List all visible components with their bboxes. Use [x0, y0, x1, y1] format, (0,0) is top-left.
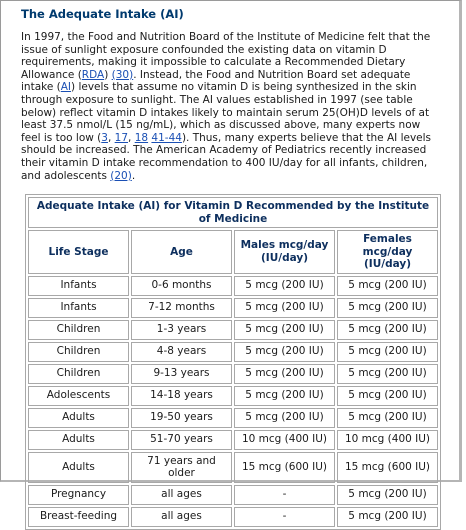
cell-males: 10 mcg (400 IU) — [234, 430, 335, 450]
reference-link[interactable]: 3 — [101, 131, 108, 144]
cell-males: 5 mcg (200 IU) — [234, 408, 335, 428]
paragraph-text: In 1997, the Food and Nutrition Board of the Institute of Medicine felt that the issue of sunlight exposure confounded the existing data on vitamin D requirements, making it impossible to calculate a Recommended Dietary Allowance ( — [21, 31, 431, 81]
cell-age: 71 years and older — [131, 452, 232, 483]
header-males: Males mcg/day (IU/day) — [234, 230, 335, 274]
section-title: The Adequate Intake (AI) — [21, 7, 184, 21]
table-header-row — [28, 230, 438, 274]
header-life-stage: Life Stage — [28, 230, 129, 274]
reference-link[interactable]: 17 — [114, 131, 129, 144]
intro-paragraph — [21, 31, 441, 182]
reference-link[interactable]: RDA — [81, 68, 105, 81]
cell-males: 5 mcg (200 IU) — [234, 386, 335, 406]
cell-age: 19-50 years — [131, 408, 232, 428]
table-row — [28, 320, 438, 340]
table-body — [28, 276, 438, 527]
ai-table — [25, 194, 441, 530]
cell-age: 7-12 months — [131, 298, 232, 318]
cell-males: - — [234, 507, 335, 527]
paragraph-text: ) — [104, 68, 112, 81]
table-row — [28, 452, 438, 483]
paragraph-text: ). Thus, many experts believe that the AI levels should be increased. The American Academy of Pediatrics recently increased their vitamin D intake recommendation to 400 IU/day for all infants, children, and adolescents — [21, 131, 432, 182]
cell-life-stage: Adults — [28, 452, 129, 483]
cell-females: 5 mcg (200 IU) — [337, 386, 438, 406]
cell-males: 5 mcg (200 IU) — [234, 364, 335, 384]
cell-life-stage: Adults — [28, 430, 129, 450]
cell-age: 0-6 months — [131, 276, 232, 296]
table-row — [28, 430, 438, 450]
cell-life-stage: Infants — [28, 298, 129, 318]
cell-males: 5 mcg (200 IU) — [234, 298, 335, 318]
cell-females: 10 mcg (400 IU) — [337, 430, 438, 450]
cell-males: - — [234, 485, 335, 505]
table-row — [28, 276, 438, 296]
paragraph-text: . Instead, the Food and Nutrition Board set adequate intake ( — [21, 68, 411, 94]
cell-life-stage: Children — [28, 342, 129, 362]
table-row — [28, 408, 438, 428]
article-content — [21, 7, 441, 530]
cell-age: 1-3 years — [131, 320, 232, 340]
reference-link[interactable]: 18 — [134, 131, 149, 144]
cell-females: 5 mcg (200 IU) — [337, 298, 438, 318]
reference-link[interactable]: (20) — [110, 169, 132, 182]
reference-link[interactable]: AI — [60, 81, 72, 94]
paragraph-text: ) levels that assume no vitamin D is being synthesized in the skin through exposure to sunlight. The AI values established in 1997 (see table below) reflect vitamin D intakes likely to maintain serum 25(OH)D levels of at least 37.5 nmol/L (15 ng/mL), which as discussed above, many experts now feel is too low ( — [21, 81, 430, 144]
paragraph-text: , — [107, 131, 115, 144]
cell-life-stage: Children — [28, 320, 129, 340]
cell-females: 5 mcg (200 IU) — [337, 507, 438, 527]
table-row — [28, 485, 438, 505]
cell-life-stage: Infants — [28, 276, 129, 296]
cell-males: 5 mcg (200 IU) — [234, 276, 335, 296]
table-row — [28, 298, 438, 318]
cell-life-stage: Children — [28, 364, 129, 384]
cell-females: 5 mcg (200 IU) — [337, 364, 438, 384]
paragraph-text: , — [128, 131, 135, 144]
cell-females: 5 mcg (200 IU) — [337, 408, 438, 428]
cell-life-stage: Pregnancy — [28, 485, 129, 505]
table-row — [28, 364, 438, 384]
cell-age: all ages — [131, 507, 232, 527]
cell-males: 15 mcg (600 IU) — [234, 452, 335, 483]
cell-age: 4-8 years — [131, 342, 232, 362]
header-females: Females mcg/day (IU/day) — [337, 230, 438, 274]
cell-males: 5 mcg (200 IU) — [234, 320, 335, 340]
cell-life-stage: Adolescents — [28, 386, 129, 406]
cell-age: all ages — [131, 485, 232, 505]
cell-age: 14-18 years — [131, 386, 232, 406]
cell-females: 5 mcg (200 IU) — [337, 276, 438, 296]
paragraph-text: . — [131, 169, 136, 182]
table-caption: Adequate Intake (AI) for Vitamin D Recommended by the Institute of Medicine — [28, 197, 438, 228]
table-row — [28, 507, 438, 527]
cell-life-stage: Adults — [28, 408, 129, 428]
cell-females: 15 mcg (600 IU) — [337, 452, 438, 483]
cell-life-stage: Breast-feeding — [28, 507, 129, 527]
table-row — [28, 342, 438, 362]
header-age: Age — [131, 230, 232, 274]
cell-females: 5 mcg (200 IU) — [337, 342, 438, 362]
cell-age: 51-70 years — [131, 430, 232, 450]
cell-age: 9-13 years — [131, 364, 232, 384]
table-row — [28, 386, 438, 406]
cell-females: 5 mcg (200 IU) — [337, 485, 438, 505]
cell-males: 5 mcg (200 IU) — [234, 342, 335, 362]
reference-link[interactable]: 41-44 — [151, 131, 182, 144]
cell-females: 5 mcg (200 IU) — [337, 320, 438, 340]
reference-link[interactable]: (30) — [111, 68, 134, 81]
